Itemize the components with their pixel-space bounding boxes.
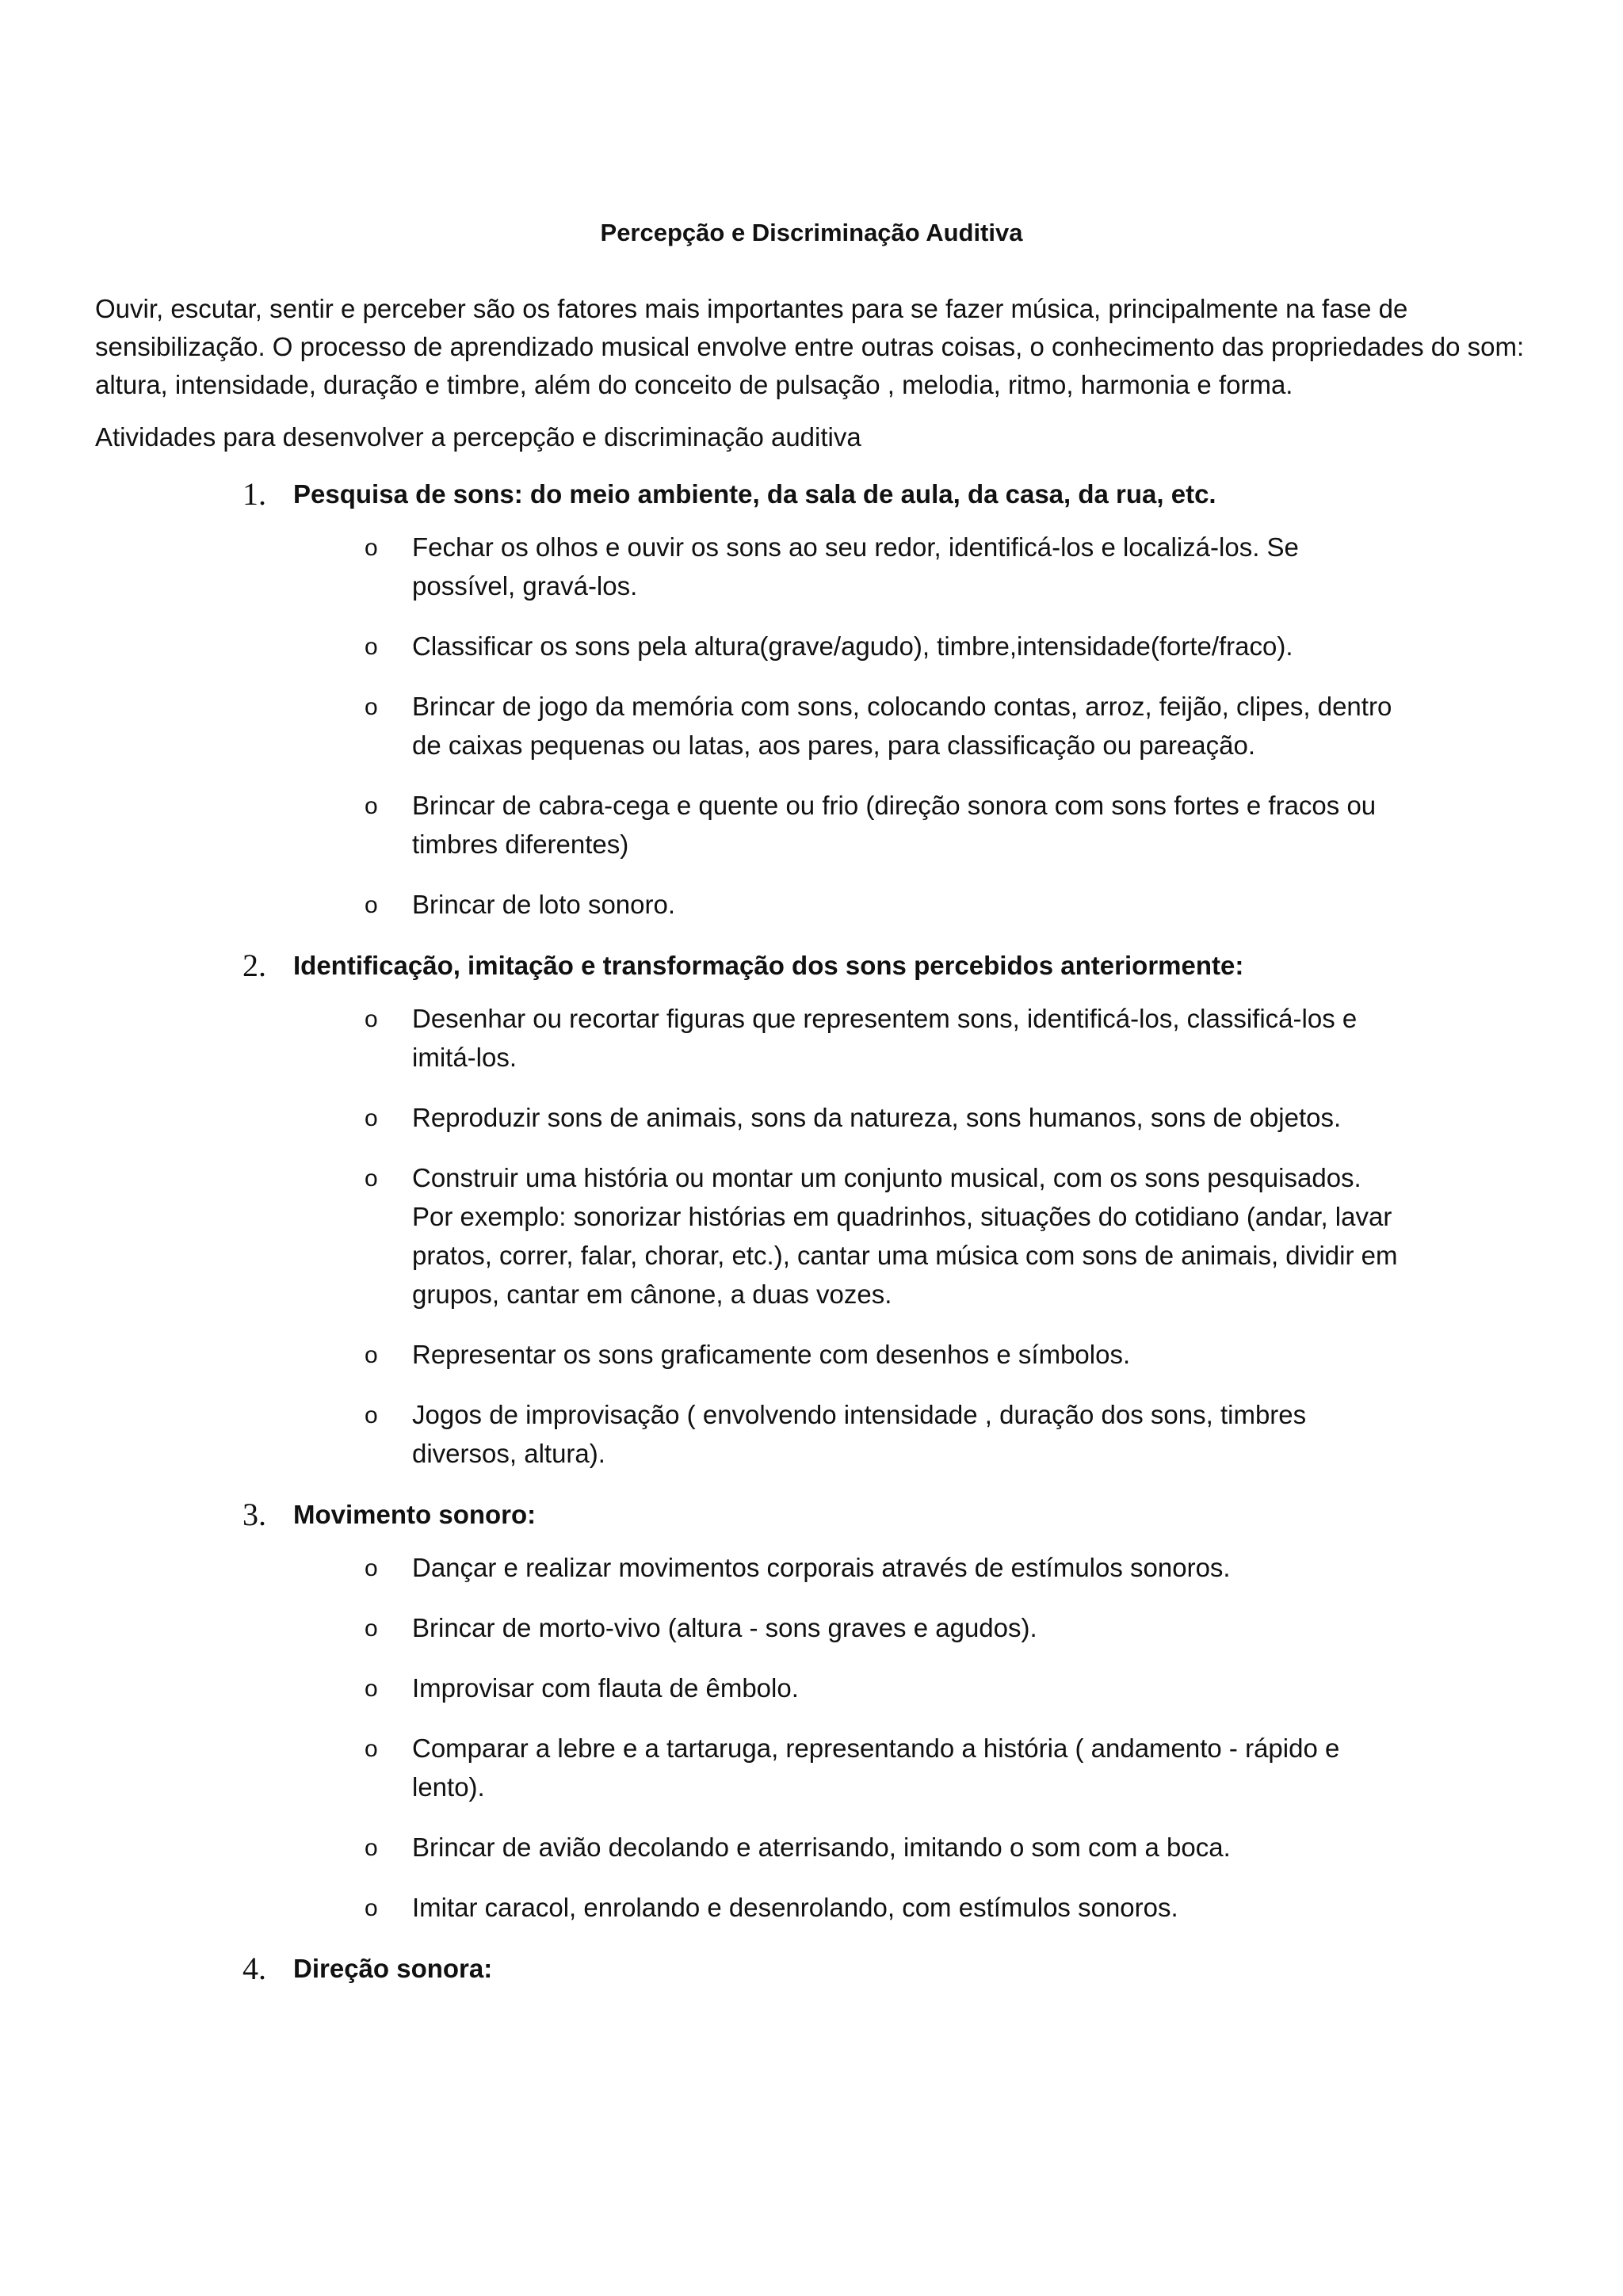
list-item xyxy=(365,885,1403,924)
bullet-icon: o xyxy=(365,1006,378,1032)
list-item xyxy=(365,1335,1403,1374)
list-item-text: Construir uma história ou montar um conjunto musical, com os sons pesquisados. Por exemplo: sonorizar histórias em quadrinhos, situações do cotidiano (andar, lavar pratos, correr, falar, chorar, etc.), cantar uma música com sons de animais, dividir em grupos, cantar em cânone, a duas vozes. xyxy=(412,1163,1398,1309)
sections-list xyxy=(95,474,1528,1989)
section-title: Pesquisa de sons: do meio ambiente, da sala de aula, da casa, da rua, etc. xyxy=(293,479,1216,509)
list-item xyxy=(365,1548,1403,1587)
list-item-text: Brincar de morto-vivo (altura - sons graves e agudos). xyxy=(412,1613,1037,1642)
section-number: 1. xyxy=(242,476,266,512)
list-item-text: Classificar os sons pela altura(grave/agudo), timbre,intensidade(forte/fraco). xyxy=(412,631,1293,661)
bullet-icon: o xyxy=(365,1342,378,1368)
bullet-icon: o xyxy=(365,1105,378,1131)
list-item-text: Improvisar com flauta de êmbolo. xyxy=(412,1673,799,1703)
bullet-icon: o xyxy=(365,892,378,918)
list-item xyxy=(365,1888,1403,1927)
section-title: Direção sonora: xyxy=(293,1954,493,1983)
bullet-icon: o xyxy=(365,694,378,720)
bullet-icon: o xyxy=(365,535,378,561)
list-item xyxy=(365,999,1403,1077)
list-item xyxy=(365,1098,1403,1137)
bullet-list xyxy=(293,1548,1528,1927)
section-number: 4. xyxy=(242,1951,266,1986)
section-4 xyxy=(242,1948,1528,1989)
list-item-text: Brincar de avião decolando e aterrisando, imitando o som com a boca. xyxy=(412,1833,1231,1862)
list-item xyxy=(365,1729,1403,1806)
list-item xyxy=(365,1395,1403,1473)
intro-paragraph: Ouvir, escutar, sentir e perceber são os fatores mais importantes para se fazer música, principalmente na fase de sensibilização. O processo de aprendizado musical envolve entre outras coisas, o conhecimento das propriedades do som: altura, intensidade, duração e timbre, além do conceito de pulsação , melodia, ritmo, harmonia e forma. xyxy=(95,294,1525,399)
bullet-icon: o xyxy=(365,1676,378,1702)
bullet-list xyxy=(293,999,1528,1473)
list-item-text: Imitar caracol, enrolando e desenrolando, com estímulos sonoros. xyxy=(412,1893,1178,1922)
bullet-icon: o xyxy=(365,1555,378,1581)
bullet-icon: o xyxy=(365,1736,378,1762)
list-item-text: Representar os sons graficamente com desenhos e símbolos. xyxy=(412,1340,1131,1369)
bullet-icon: o xyxy=(365,1165,378,1192)
section-2 xyxy=(242,945,1528,1473)
list-item-text: Comparar a lebre e a tartaruga, representando a história ( andamento - rápido e lento). xyxy=(412,1733,1340,1802)
list-item xyxy=(365,1828,1403,1867)
list-item xyxy=(365,786,1403,864)
bullet-icon: o xyxy=(365,793,378,819)
activities-lead: Atividades para desenvolver a percepção e discriminação auditiva xyxy=(95,422,861,452)
list-item xyxy=(365,1158,1403,1314)
list-item-text: Jogos de improvisação ( envolvendo intensidade , duração dos sons, timbres diversos, altura). xyxy=(412,1400,1307,1468)
section-3 xyxy=(242,1494,1528,1927)
bullet-icon: o xyxy=(365,1615,378,1642)
list-item-text: Fechar os olhos e ouvir os sons ao seu redor, identificá-los e localizá-los. Se possível, gravá-los. xyxy=(412,532,1299,601)
list-item xyxy=(365,528,1403,605)
section-number: 3. xyxy=(242,1497,266,1532)
list-item-text: Desenhar ou recortar figuras que representem sons, identificá-los, classificá-los e imitá-los. xyxy=(412,1004,1358,1072)
list-item-text: Reproduzir sons de animais, sons da natureza, sons humanos, sons de objetos. xyxy=(412,1103,1342,1132)
document-title: Percepção e Discriminação Auditiva xyxy=(600,219,1023,246)
list-item xyxy=(365,1669,1403,1707)
section-number: 2. xyxy=(242,948,266,983)
list-item xyxy=(365,687,1403,765)
section-title: Identificação, imitação e transformação dos sons percebidos anteriormente: xyxy=(293,951,1244,980)
bullet-icon: o xyxy=(365,634,378,660)
bullet-list xyxy=(293,528,1528,924)
list-item-text: Brincar de cabra-cega e quente ou frio (direção sonora com sons fortes e fracos ou timbres diferentes) xyxy=(412,791,1377,859)
list-item xyxy=(365,1608,1403,1647)
list-item-text: Brincar de jogo da memória com sons, colocando contas, arroz, feijão, clipes, dentro de caixas pequenas ou latas, aos pares, para classificação ou pareação. xyxy=(412,692,1392,760)
bullet-icon: o xyxy=(365,1835,378,1861)
bullet-icon: o xyxy=(365,1895,378,1921)
list-item-text: Brincar de loto sonoro. xyxy=(412,890,676,919)
list-item-text: Dançar e realizar movimentos corporais através de estímulos sonoros. xyxy=(412,1553,1231,1582)
bullet-icon: o xyxy=(365,1402,378,1428)
section-title: Movimento sonoro: xyxy=(293,1500,537,1529)
list-item xyxy=(365,627,1403,666)
section-1 xyxy=(242,474,1528,924)
